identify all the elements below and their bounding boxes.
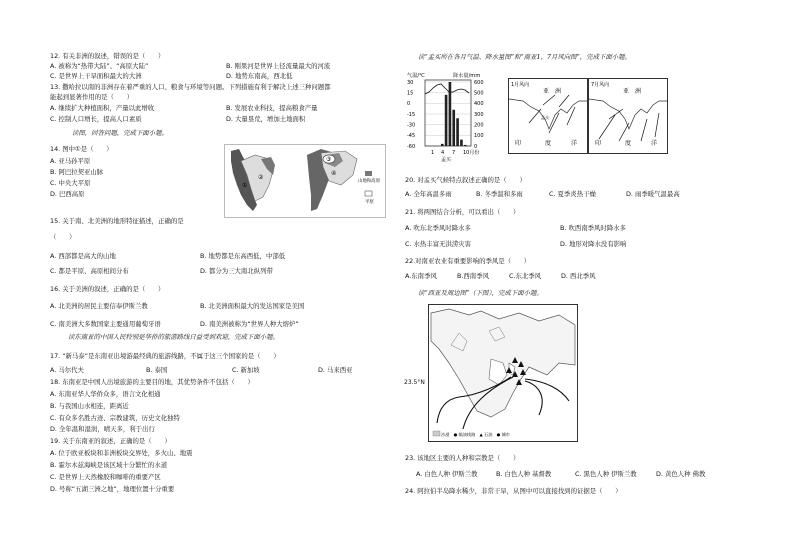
q13-stem-line2: 能起到显著作用的是（ ） bbox=[50, 93, 134, 101]
climate-temp-tick: 0 bbox=[407, 101, 411, 108]
climate-temp-tick: -45 bbox=[407, 133, 416, 140]
q17-stem: 17. “新马泰”是东南亚出境游最经典的旅游线路，不属于这三个国家的是（ ） bbox=[50, 352, 280, 360]
q19-option-c[interactable]: C. 是世界上天然橡胶和咖啡的重要产区 bbox=[50, 473, 161, 481]
q14-option-a[interactable]: A. 亚马孙平原 bbox=[50, 157, 91, 165]
legend-mountain-swatch bbox=[365, 171, 372, 176]
q15-stem: 15. 关于南、北美洲的地形特征描述，正确的是 bbox=[50, 217, 184, 225]
q15-option-d[interactable]: D. 都分为三大南北纵列带 bbox=[200, 267, 273, 275]
q19-option-a[interactable]: A. 位于欧亚板块和非洲板块交界处，多火山、地震 bbox=[50, 449, 193, 457]
jul-asia-label: 亚 洲 bbox=[623, 88, 642, 95]
climate-month-7: 7 bbox=[452, 150, 456, 156]
q22-option-c[interactable]: C.东北季风 bbox=[509, 272, 542, 280]
q15-option-a[interactable]: A. 西部都是高大的山地 bbox=[50, 252, 116, 260]
q23-option-d[interactable]: D. 黄色人种 佛教 bbox=[656, 470, 706, 478]
q19-option-d[interactable]: D. 号称“五湖三洲之地”，地理位置十分重要 bbox=[50, 485, 175, 493]
q12-option-b[interactable]: B. 刚果河是世界上径流量最大的河流 bbox=[226, 62, 331, 70]
q18-option-b[interactable]: B. 与我国山水相连，距离近 bbox=[50, 402, 129, 410]
climate-precip-bar bbox=[445, 95, 448, 146]
legend-mountain-label: 山地和高原 bbox=[358, 179, 380, 184]
map-label-1: ① bbox=[242, 182, 248, 189]
climate-month-4: 4 bbox=[441, 150, 445, 156]
q13-option-b[interactable]: B. 发展农业科技，提高粮食产量 bbox=[226, 104, 318, 112]
climate-temp-tick: -30 bbox=[407, 122, 416, 129]
q15-paren: （ ） bbox=[50, 233, 76, 241]
q16-option-d[interactable]: D. 南美洲被称为“世界人种大熔炉” bbox=[200, 320, 299, 328]
q18-option-d[interactable]: D. 全年温和湿润，晴天多，利于出行 bbox=[50, 425, 155, 433]
q12-option-d[interactable]: D. 地势东南高，西北低 bbox=[226, 72, 293, 80]
intro-southeast-asia: 读东南亚的中国人民特别是华侨的旅游路线日益受到欢迎，完成下面小题。 bbox=[68, 333, 279, 341]
jan-india-label: 印 bbox=[515, 140, 522, 147]
climate-precip-bar bbox=[452, 110, 455, 146]
q21-stem: 21. 将两图结合分析，可以看出（ ） bbox=[405, 208, 520, 216]
latitude-label: 23.5°N bbox=[404, 379, 425, 386]
legend-plain-label: 平原 bbox=[365, 200, 374, 205]
q23-stem: 23. 该地区主要的人种和宗教是（ ） bbox=[405, 454, 520, 462]
q17-option-a[interactable]: A. 马尔代夫 bbox=[50, 366, 84, 374]
q15-option-c[interactable]: C. 都是平原、高原相间分布 bbox=[50, 267, 129, 275]
q24-stem: 24. 阿拉伯半岛降水稀少，非常干旱，从图中可以直接找到的证据是（ ） bbox=[405, 487, 622, 495]
q13-option-d[interactable]: D. 大量垦荒，增加土地面积 bbox=[226, 115, 306, 123]
q16-option-c[interactable]: C. 南美洲大多数国家主要通用葡萄牙语 bbox=[50, 320, 161, 328]
climate-precip-tick: 100 bbox=[474, 133, 484, 140]
q23-option-a[interactable]: A. 白色人种 伊斯兰教 bbox=[416, 470, 478, 478]
climate-precip-bar bbox=[464, 145, 467, 146]
bombay-climate-chart bbox=[405, 70, 497, 162]
q16-stem: 16. 关于美洲的叙述，正确的是（ ） bbox=[50, 285, 165, 293]
climate-month-unit: 10月份 bbox=[463, 150, 480, 156]
january-wind-map bbox=[508, 78, 588, 154]
q22-option-a[interactable]: A.东南季风 bbox=[405, 272, 437, 280]
jan-ocean-label-1: 度 bbox=[545, 140, 552, 147]
q13-stem-line1: 13. 撒哈拉以南的非洲存在着严重的人口、粮食与环境等问题。下列措施有利于解决上述三种问题都 bbox=[50, 83, 331, 91]
q20-stem: 20. 对孟买气候特点叙述正确的是（ ） bbox=[405, 176, 526, 184]
climate-precip-axis-label: 降水量/mm bbox=[453, 73, 481, 79]
q20-option-c[interactable]: C. 夏季炎热干燥 bbox=[549, 190, 596, 198]
q17-option-c[interactable]: C. 新加坡 bbox=[232, 366, 260, 374]
jan-ocean-label-2: 洋 bbox=[571, 140, 578, 147]
climate-precip-bar bbox=[456, 118, 459, 146]
q15-option-b[interactable]: B. 地势都是东高西低，中部低 bbox=[200, 252, 286, 260]
q13-option-c[interactable]: C. 控制人口增长，提高人口素质 bbox=[50, 115, 142, 123]
q21-option-b[interactable]: B. 吹西南季风时降水多 bbox=[560, 224, 626, 232]
oil-route-east bbox=[525, 379, 569, 401]
july-wind-map bbox=[588, 78, 668, 154]
jan-bombay-label: 孟买 bbox=[541, 115, 549, 120]
map-label-2: ② bbox=[258, 174, 264, 181]
climate-precip-tick: 500 bbox=[474, 90, 484, 97]
west-asia-map bbox=[428, 304, 578, 442]
intro-west-asia: 读“西亚及周边图”（下图），完成下面小题。 bbox=[418, 289, 543, 297]
jan-asia-label: 亚 洲 bbox=[543, 88, 562, 95]
climate-temp-tick: 30 bbox=[407, 79, 414, 86]
q12-option-a[interactable]: A. 被称为“热带大陆”、“高原大陆” bbox=[50, 62, 149, 70]
intro-americas: 读图，回答问题，完成下面小题。 bbox=[72, 129, 168, 137]
climate-temp-axis-label: 气温/℃ bbox=[407, 73, 425, 79]
climate-temp-tick: -60 bbox=[407, 143, 416, 150]
jan-wind-label: 1月风向 bbox=[511, 82, 530, 88]
climate-precip-tick: 300 bbox=[474, 111, 484, 118]
west-asia-legend: 沙漠 ● 输油线路 ▲ 石油 ● 城市 bbox=[441, 432, 510, 437]
q21-option-c[interactable]: C. 水热丰富无洪涝灾害 bbox=[405, 240, 472, 248]
climate-temp-tick: -15 bbox=[407, 111, 416, 118]
jul-ocean-label-2: 洋 bbox=[651, 140, 658, 147]
q17-option-d[interactable]: D. 马来西亚 bbox=[318, 366, 353, 374]
intro-south-asia: 读“孟买所在各月气温、降水量图”和“南亚1、7月风向图”，完成下面小题。 bbox=[418, 53, 631, 61]
q16-option-a[interactable]: A. 北美洲的居民主要信奉伊斯兰教 bbox=[50, 302, 148, 310]
legend-plain-swatch bbox=[365, 191, 372, 196]
q13-option-a[interactable]: A. 继续扩大种植面积，产量以此增收 bbox=[50, 104, 155, 112]
q20-option-a[interactable]: A. 全年高温多雨 bbox=[405, 190, 452, 198]
climate-temp-tick: 15 bbox=[407, 90, 414, 97]
q19-option-b[interactable]: B. 霍尔木兹海峡是该区域十分繁忙的水道 bbox=[50, 461, 168, 469]
q21-option-a[interactable]: A. 吹东北季风时降水多 bbox=[405, 224, 471, 232]
q12-stem: 12. 有关非洲的叙述，错误的是（ ） bbox=[50, 52, 165, 60]
jul-wind-label: 7月风向 bbox=[591, 82, 610, 88]
q17-option-b[interactable]: B. 泰国 bbox=[146, 366, 168, 374]
jul-ocean-label-1: 度 bbox=[625, 140, 632, 147]
q23-option-b[interactable]: B. 白色人种 基督教 bbox=[496, 470, 552, 478]
q22-stem: 22.对南亚农业有重要影响的季风是（ ） bbox=[405, 257, 531, 265]
q23-option-c[interactable]: C. 黑色人种 伊斯兰教 bbox=[575, 470, 637, 478]
q16-option-b[interactable]: B. 北美洲面积最大的发达国家是美国 bbox=[200, 302, 305, 310]
q22-option-d[interactable]: D. 西北季风 bbox=[561, 272, 596, 280]
climate-city-label: 孟买 bbox=[441, 157, 452, 162]
jul-india-label: 印 bbox=[595, 140, 602, 147]
q18-option-a[interactable]: A. 东南亚华人华侨众多，语言文化相通 bbox=[50, 390, 161, 398]
legend-desert-swatch bbox=[433, 431, 440, 436]
q20-option-b[interactable]: B. 冬季温和多雨 bbox=[476, 190, 523, 198]
map-label-4: ④ bbox=[331, 170, 337, 177]
q21-option-d[interactable]: D. 地形对降水没有影响 bbox=[560, 240, 627, 248]
climate-precip-tick: 200 bbox=[474, 122, 484, 129]
q19-stem: 19. 关于东南亚的叙述，正确的是（ ） bbox=[50, 437, 171, 445]
climate-precip-bar bbox=[460, 140, 463, 146]
q12-option-c[interactable]: C. 是世界上干旱面积最大的大洲 bbox=[50, 72, 142, 80]
climate-precip-tick: 400 bbox=[474, 101, 484, 108]
americas-terrain-map bbox=[224, 144, 386, 218]
climate-precip-bar bbox=[441, 144, 444, 146]
q18-option-c[interactable]: C. 有众多名胜古迹、宗教建筑，历史文化独特 bbox=[50, 414, 180, 422]
q14-option-b[interactable]: B. 阿巴拉契亚山脉 bbox=[50, 168, 104, 176]
q14-stem: 14. 图中①是（ ） bbox=[50, 145, 113, 153]
q20-option-d[interactable]: D. 雨季暖气温最高 bbox=[626, 190, 680, 198]
q14-option-c[interactable]: C. 中央大平原 bbox=[50, 179, 91, 187]
q14-option-d[interactable]: D. 巴西高原 bbox=[50, 190, 85, 198]
climate-month-1: 1 bbox=[431, 150, 435, 156]
q18-stem: 18. 东南亚是中国人出境旅游的主要目的地，其优势条件不包括（ ） bbox=[50, 378, 254, 386]
oil-route-east-south bbox=[525, 381, 542, 415]
climate-precip-tick: 0 bbox=[474, 143, 478, 150]
map-label-3: ③ bbox=[326, 156, 332, 163]
q22-option-b[interactable]: B.西南季风 bbox=[457, 272, 489, 280]
climate-precip-tick: 600 bbox=[474, 79, 484, 86]
